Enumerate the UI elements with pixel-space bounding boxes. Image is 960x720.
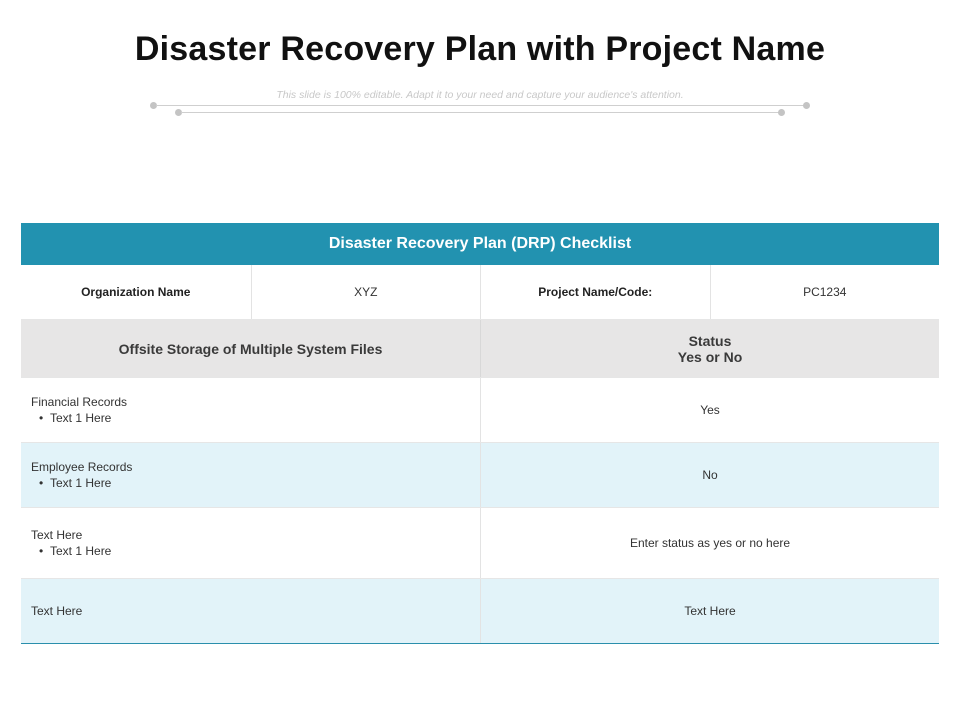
slide-title: Disaster Recovery Plan with Project Name xyxy=(134,30,826,68)
status-cell: No xyxy=(480,443,939,507)
status-cell: Enter status as yes or no here xyxy=(480,508,939,578)
record-bullet xyxy=(31,410,111,426)
table-row xyxy=(21,443,939,508)
bullet-icon: • xyxy=(39,476,44,490)
decorative-line xyxy=(181,112,781,113)
column-header-row xyxy=(21,320,939,378)
bullet-icon: • xyxy=(39,544,44,558)
record-cell xyxy=(21,579,480,643)
bullet-icon: • xyxy=(39,411,44,425)
status-cell: Yes xyxy=(480,378,939,442)
record-name: Text Here xyxy=(31,528,83,542)
decorative-dot xyxy=(803,102,810,109)
record-bullet xyxy=(31,475,111,491)
status-column-label: Status xyxy=(688,332,732,349)
slide-subtitle: This slide is 100% editable. Adapt it to your need and capture your audience's attention. xyxy=(276,89,684,101)
status-column-sublabel: Yes or No xyxy=(677,348,743,365)
record-name: Financial Records xyxy=(31,395,128,409)
table-row xyxy=(21,378,939,443)
table-row xyxy=(21,579,939,643)
organization-row xyxy=(21,265,939,320)
record-name: Employee Records xyxy=(31,460,133,474)
status-cell: Text Here xyxy=(480,579,939,643)
storage-column-header xyxy=(21,320,480,377)
bullet-text: Text 1 Here xyxy=(50,544,112,558)
drp-checklist-table xyxy=(21,223,939,644)
record-name: Text Here xyxy=(31,604,83,618)
bullet-text: Text 1 Here xyxy=(50,411,112,425)
record-cell xyxy=(21,508,480,578)
storage-column-label: Offsite Storage of Multiple System Files xyxy=(118,340,383,357)
decorative-dot xyxy=(778,109,785,116)
status-column-header xyxy=(480,320,939,377)
project-value: PC1234 xyxy=(710,265,940,319)
project-label: Project Name/Code: xyxy=(480,265,710,319)
record-cell xyxy=(21,378,480,442)
checklist-header: Disaster Recovery Plan (DRP) Checklist xyxy=(21,223,939,265)
organization-label: Organization Name xyxy=(81,285,191,299)
record-bullet xyxy=(31,543,111,559)
organization-value: XYZ xyxy=(251,265,481,319)
bullet-text: Text 1 Here xyxy=(50,476,112,490)
decorative-line xyxy=(156,105,806,106)
table-row xyxy=(21,508,939,579)
record-cell xyxy=(21,443,480,507)
